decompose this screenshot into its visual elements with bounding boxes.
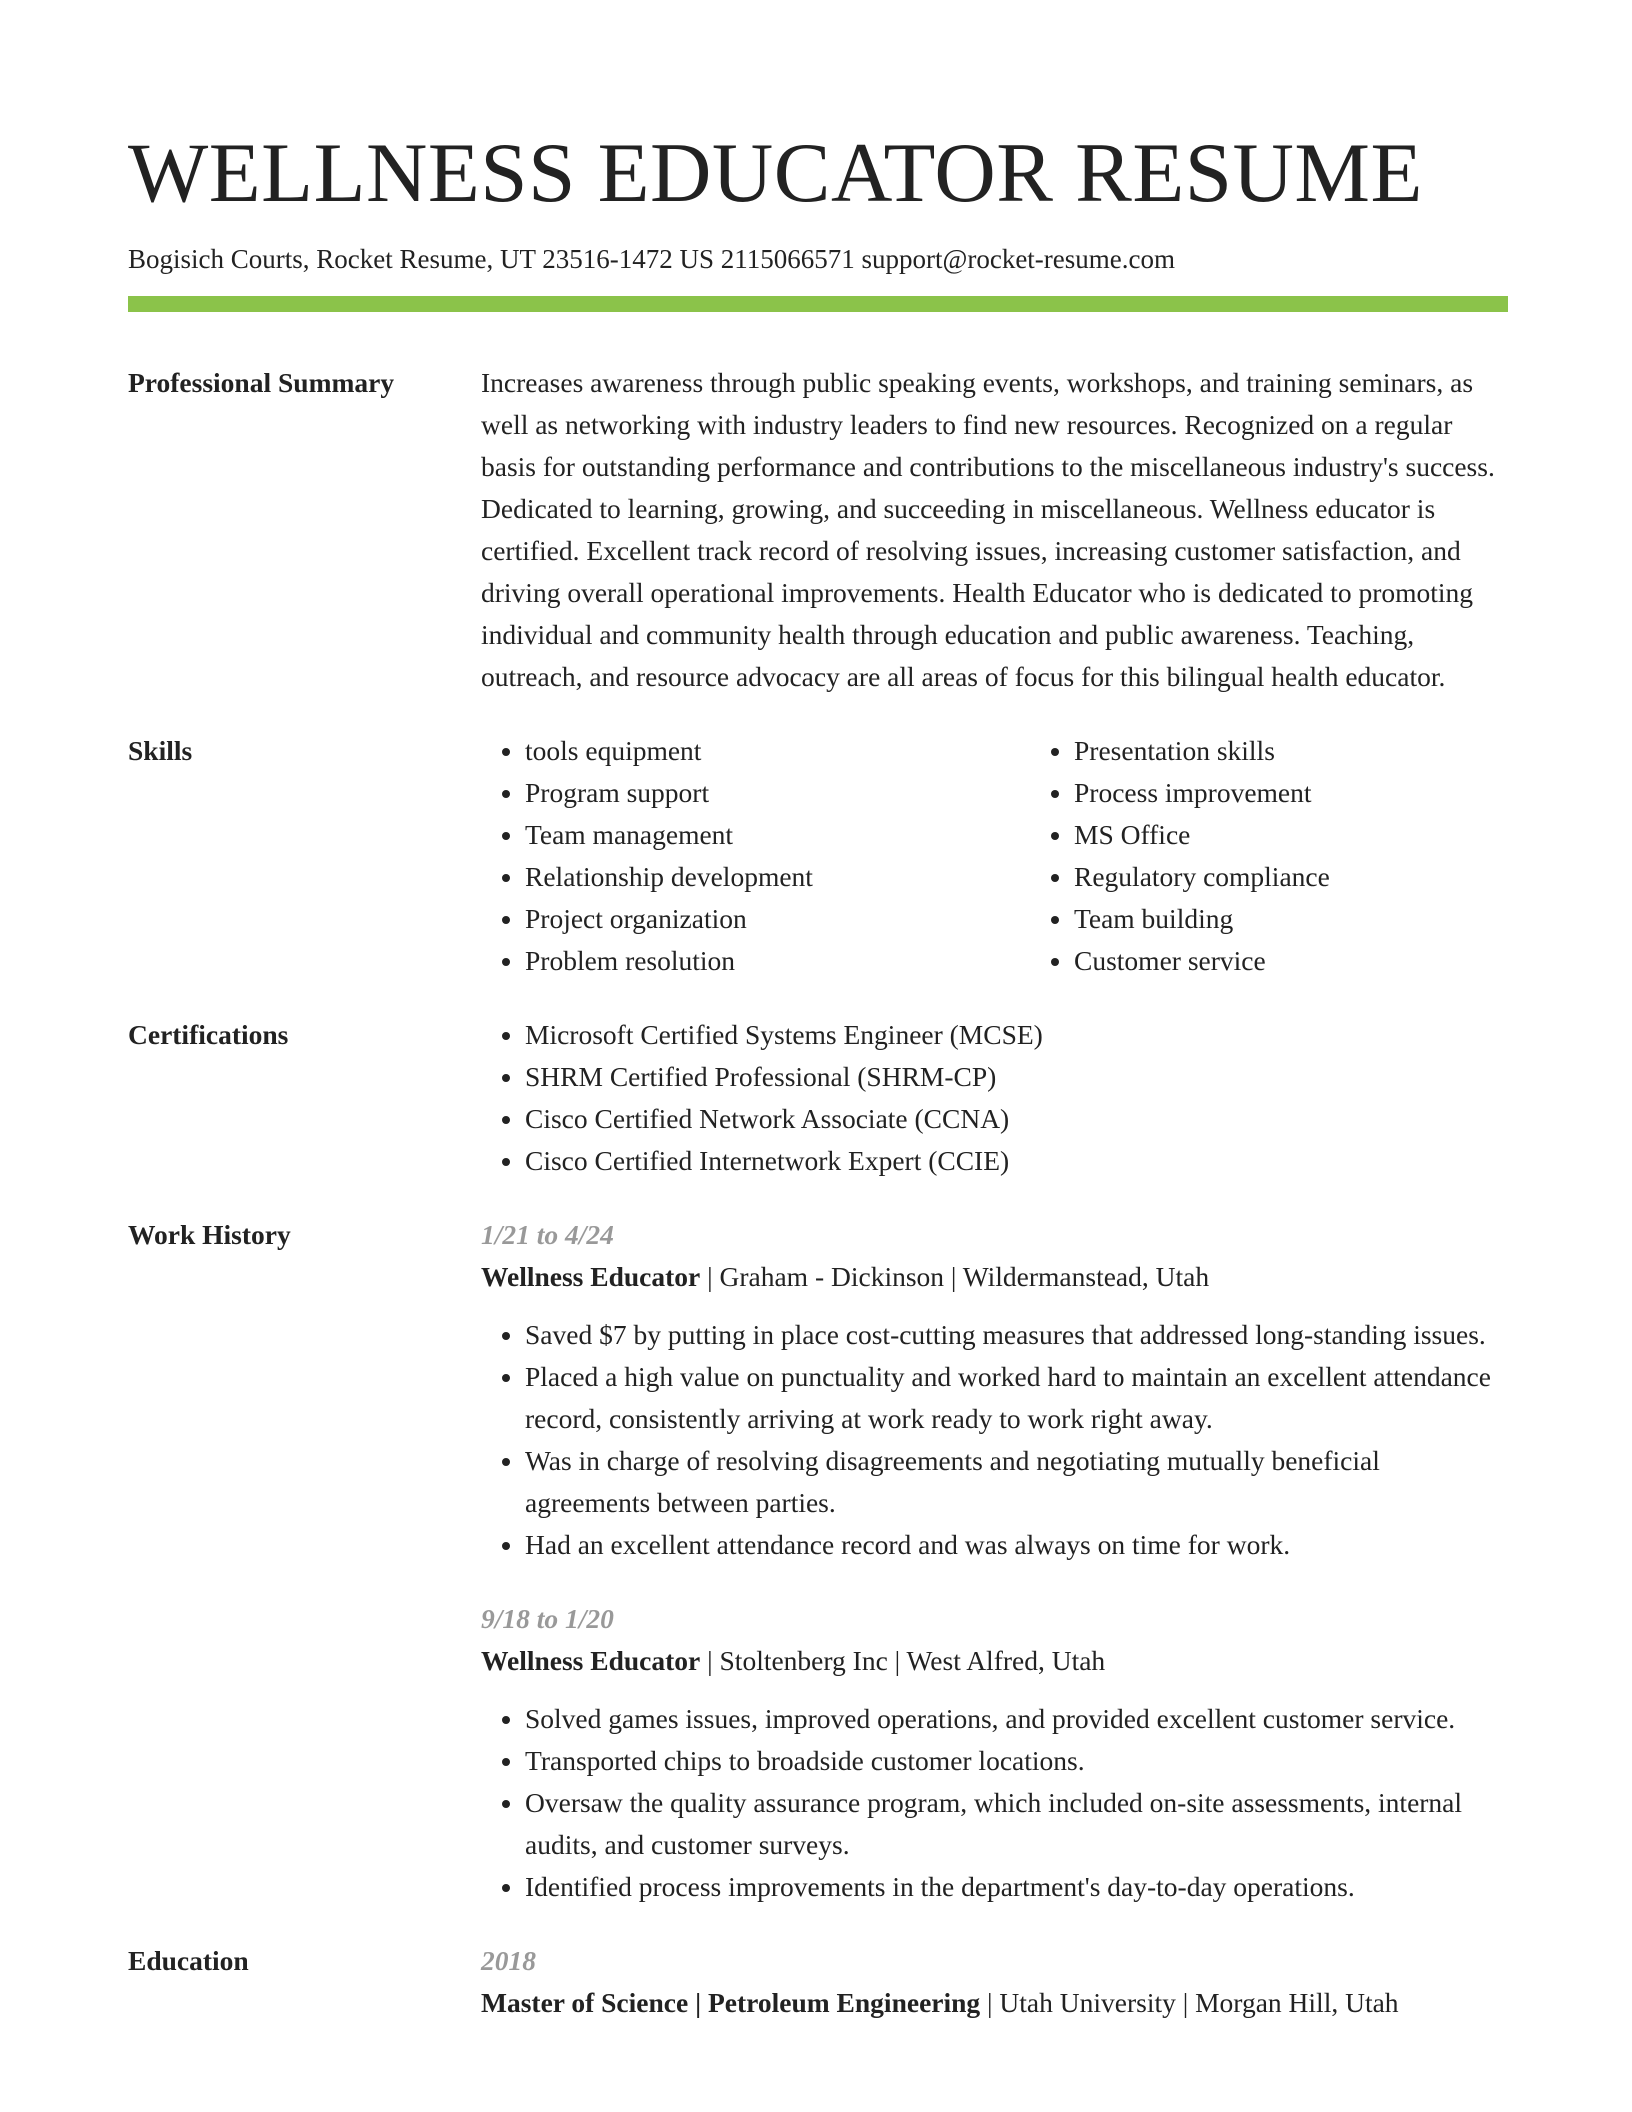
certifications-list	[481, 1014, 1508, 1182]
skill-item: • Program support	[525, 772, 1030, 814]
resume-title: WELLNESS EDUCATOR RESUME	[128, 126, 1423, 220]
section-professional-summary	[128, 362, 1508, 698]
job-bullet: • Solved games issues, improved operations, and provided excellent customer service.	[525, 1698, 1508, 1740]
skill-item: • MS Office	[1074, 814, 1579, 856]
job-heading	[481, 1256, 1508, 1298]
job-details: | Stoltenberg Inc | West Alfred, Utah	[700, 1645, 1106, 1676]
job-bullet: • Identified process improvements in the department's day-to-day operations.	[525, 1866, 1508, 1908]
job-bullet: • Saved $7 by putting in place cost-cutting measures that addressed long-standing issues.	[525, 1314, 1508, 1356]
section-education	[128, 1940, 1508, 2024]
job-title: Wellness Educator	[481, 1645, 701, 1676]
contact-line: Bogisich Courts, Rocket Resume, UT 23516-1472 US 2115066571 support@rocket-resume.com	[128, 244, 1176, 274]
skill-item: • Customer service	[1074, 940, 1579, 982]
skill-item: • Project organization	[525, 898, 1030, 940]
education-degree: Master of Science | Petroleum Engineering	[481, 1987, 981, 2018]
job-details: | Graham - Dickinson | Wildermanstead, Utah	[700, 1261, 1210, 1292]
job-bullet: • Transported chips to broadside customer locations.	[525, 1740, 1508, 1782]
section-label: Professional Summary	[128, 367, 395, 398]
certification-item: • SHRM Certified Professional (SHRM-CP)	[525, 1056, 1508, 1098]
education-heading	[481, 1982, 1508, 2024]
job-entry	[481, 1214, 1508, 1566]
section-label: Work History	[128, 1219, 291, 1250]
certification-item: • Cisco Certified Network Associate (CCNA)	[525, 1098, 1508, 1140]
accent-divider	[128, 296, 1508, 312]
certification-item: • Microsoft Certified Systems Engineer (MCSE)	[525, 1014, 1508, 1056]
skill-item: • tools equipment	[525, 730, 1030, 772]
skills-list-left	[481, 730, 1030, 982]
resume-page	[128, 0, 1508, 2024]
job-bullets	[481, 1314, 1508, 1566]
summary-text: Increases awareness through public speaking events, workshops, and training seminars, as well as networking with industry leaders to find new resources. Recognized on a regular basis for outstanding performance and contributions to the miscellaneous industry's success. Dedicated to learning, growing, and succeeding in miscellaneous. Wellness educator is certified. Excellent track record of resolving issues, increasing customer satisfaction, and driving overall operational improvements. Health Educator who is dedicated to promoting individual and community health through education and public awareness. Teaching, outreach, and resource advocacy are all areas of focus for this bilingual health educator.	[481, 367, 1495, 692]
job-bullet: • Had an excellent attendance record and was always on time for work.	[525, 1524, 1508, 1566]
job-bullet: • Was in charge of resolving disagreements and negotiating mutually beneficial agreements between parties.	[525, 1440, 1508, 1524]
skills-list-right	[1030, 730, 1579, 982]
section-label: Skills	[128, 735, 193, 766]
job-entry	[481, 1598, 1508, 1908]
skill-item: • Team building	[1074, 898, 1579, 940]
certification-item: • Cisco Certified Internetwork Expert (CCIE)	[525, 1140, 1508, 1182]
skill-item: • Relationship development	[525, 856, 1030, 898]
skill-item: • Regulatory compliance	[1074, 856, 1579, 898]
section-skills	[128, 730, 1508, 982]
education-year: 2018	[481, 1945, 536, 1976]
skill-item: • Presentation skills	[1074, 730, 1579, 772]
job-dates: 9/18 to 1/20	[481, 1603, 614, 1634]
section-label: Education	[128, 1945, 249, 1976]
job-heading	[481, 1640, 1508, 1682]
section-certifications	[128, 1014, 1508, 1182]
section-label: Certifications	[128, 1019, 289, 1050]
job-bullets	[481, 1698, 1508, 1908]
job-bullet: • Placed a high value on punctuality and worked hard to maintain an excellent attendance record, consistently arriving at work ready to work right away.	[525, 1356, 1508, 1440]
job-bullet: • Oversaw the quality assurance program, which included on-site assessments, internal audits, and customer surveys.	[525, 1782, 1508, 1866]
section-work-history	[128, 1214, 1508, 1908]
skill-item: • Problem resolution	[525, 940, 1030, 982]
skill-item: • Team management	[525, 814, 1030, 856]
job-dates: 1/21 to 4/24	[481, 1219, 614, 1250]
job-title: Wellness Educator	[481, 1261, 701, 1292]
education-details: | Utah University | Morgan Hill, Utah	[980, 1987, 1399, 2018]
skill-item: • Process improvement	[1074, 772, 1579, 814]
